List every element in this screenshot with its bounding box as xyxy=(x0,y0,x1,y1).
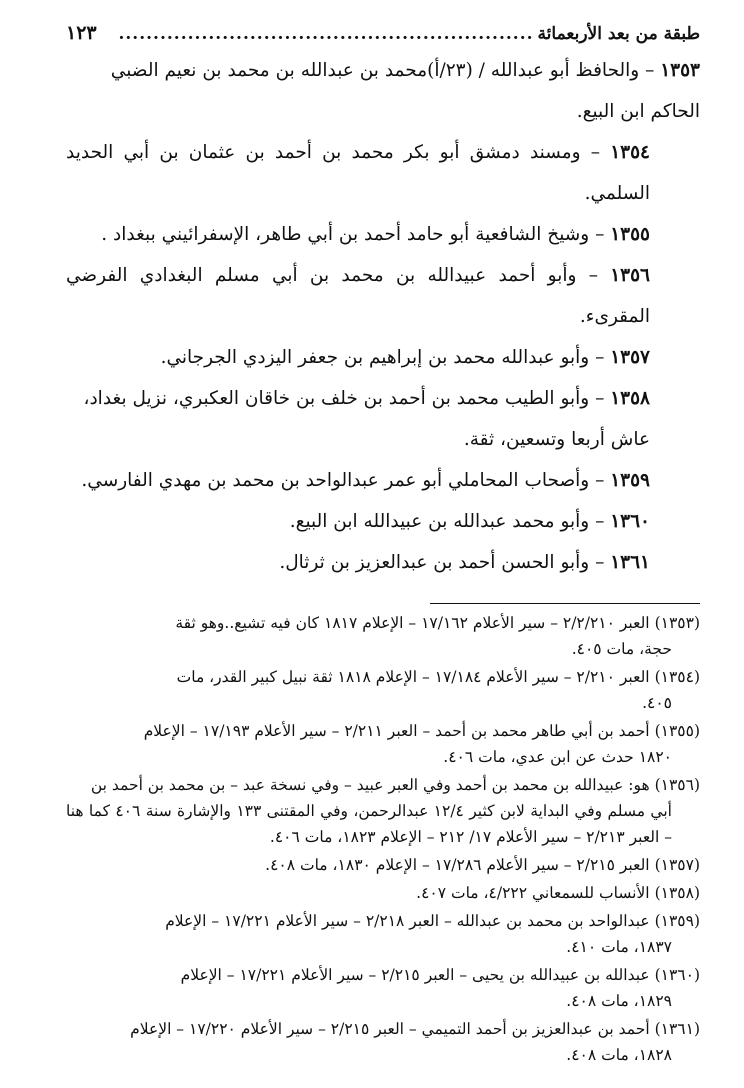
entry-1359 xyxy=(66,460,700,501)
footnote-text: الأنساب للسمعاني ٤/٢٢٢، مات ٤٠٧. xyxy=(416,884,650,902)
footnote-label: (١٣٥٧) xyxy=(654,856,700,874)
footnote-label: (١٣٥٩) xyxy=(654,912,700,930)
header-title: طبقة من بعد الأربعمائة xyxy=(537,24,700,44)
entry-number: ١٣٥٥ xyxy=(610,224,650,245)
footnote-1358 xyxy=(66,880,700,906)
entry-text: – وأبو أحمد عبيدالله بن محمد بن أبي مسلم البغدادي الفرضي المقرىء. xyxy=(66,265,650,327)
entry-1361 xyxy=(66,542,700,583)
footnote-continuation: ١٨٢٨، مات ٤٠٨. xyxy=(566,1046,672,1064)
entry-number: ١٣٥٣ xyxy=(660,60,700,81)
footnote-1356 xyxy=(66,772,700,850)
entry-1355 xyxy=(66,214,700,255)
footnote-label: (١٣٦٠) xyxy=(654,966,700,984)
footnote-text: أحمد بن أبي طاهر محمد بن أحمد – العبر ٢/٢١١ – سير الأعلام ١٧/١٩٣ – الإعلام xyxy=(143,722,650,740)
footnote-text: العبر ٢/٢١٥ – سير الأعلام ١٧/٢٨٦ – الإعلام ١٨٣٠، مات ٤٠٨. xyxy=(265,856,650,874)
footnote-text: عبدالله بن عبيدالله بن يحيى – العبر ٢/٢١٥ – سير الأعلام ١٧/٢٢١ – الإعلام xyxy=(180,966,650,984)
footnote-text: أحمد بن عبدالعزيز بن أحمد التميمي – العبر ٢/٢١٥ – سير الأعلام ١٧/٢٢٠ – الإعلام xyxy=(130,1020,650,1038)
entry-number: ١٣٥٩ xyxy=(610,470,650,491)
footnote-text: هو: عبيدالله بن محمد بن أحمد وفي العبر عبيد – وفي نسخة عبد – بن محمد بن أحمد بن xyxy=(90,776,650,794)
entry-number: ١٣٥٨ xyxy=(610,388,650,409)
footnotes xyxy=(66,610,700,1068)
entry-1358 xyxy=(66,378,700,460)
footnote-1355 xyxy=(66,718,700,770)
entry-text: – وأصحاب المحاملي أبو عمر عبدالواحد بن محمد بن مهدي الفارسي. xyxy=(81,470,605,491)
entry-number: ١٣٦١ xyxy=(610,552,650,573)
entry-1360 xyxy=(66,501,700,542)
footnote-continuation: ١٨٣٧، مات ٤١٠. xyxy=(566,938,672,956)
entry-text: – وشيخ الشافعية أبو حامد أحمد بن أبي طاهر، الإسفرائيني ببغداد . xyxy=(101,224,605,245)
entry-continuation: الحاكم ابن البيع. xyxy=(576,101,700,122)
footnote-continuation: ١٨٢٠ حدث عن ابن عدي، مات ٤٠٦. xyxy=(443,748,672,766)
entry-1353 xyxy=(66,50,700,132)
footnote-label: (١٣٥٤) xyxy=(654,668,700,686)
footnote-continuation: حجة، مات ٤٠٥. xyxy=(571,640,672,658)
entry-text: – وأبو محمد عبدالله بن عبيدالله ابن البيع. xyxy=(289,511,605,532)
footnote-continuation: ٤٠٥. xyxy=(642,694,672,712)
header-leader-dots: ............................................................ xyxy=(118,24,534,44)
footnote-1360 xyxy=(66,962,700,1014)
entry-number: ١٣٥٤ xyxy=(610,142,650,163)
footnote-separator xyxy=(430,603,700,604)
footnote-1359 xyxy=(66,908,700,960)
footnote-text: عبدالواحد بن محمد بن عبدالله – العبر ٢/٢١٨ – سير الأعلام ١٧/٢٢١ – الإعلام xyxy=(165,912,650,930)
footnote-text: العبر ٢/٢/٢١٠ – سير الأعلام ١٧/١٦٢ – الإعلام ١٨١٧ كان فيه تشيع..وهو ثقة xyxy=(175,614,650,632)
entry-text: – وأبو الطيب محمد بن أحمد بن خلف بن خاقان العكبري، نزيل بغداد، xyxy=(83,388,605,409)
entry-1357 xyxy=(66,337,700,378)
entry-number: ١٣٦٠ xyxy=(610,511,650,532)
footnote-1361 xyxy=(66,1016,700,1068)
entry-1354 xyxy=(66,132,700,214)
running-header xyxy=(66,20,700,48)
footnote-label: (١٣٥٥) xyxy=(654,722,700,740)
entry-text: – والحافظ أبو عبدالله / (٢٣/أ)محمد بن عبدالله بن محمد بن نعيم الضبي xyxy=(110,60,655,81)
entry-text: – وأبو عبدالله محمد بن إبراهيم بن جعفر اليزدي الجرجاني. xyxy=(160,347,605,368)
footnote-1353 xyxy=(66,610,700,662)
entry-text: – ومسند دمشق أبو بكر محمد بن أحمد بن عثمان بن أبي الحديد السلمي. xyxy=(66,142,650,204)
entry-number: ١٣٥٧ xyxy=(610,347,650,368)
footnote-label: (١٣٥٦) xyxy=(654,776,700,794)
entry-1356 xyxy=(66,255,700,337)
footnote-continuation: ١٨٢٩، مات ٤٠٨. xyxy=(566,992,672,1010)
footnote-1354 xyxy=(66,664,700,716)
page-number: ١٢٣ xyxy=(66,22,97,44)
entry-list xyxy=(66,50,700,583)
footnote-label: (١٣٦١) xyxy=(654,1020,700,1038)
footnote-1357 xyxy=(66,852,700,878)
entry-number: ١٣٥٦ xyxy=(610,265,650,286)
footnote-label: (١٣٥٣) xyxy=(654,614,700,632)
footnote-label: (١٣٥٨) xyxy=(654,884,700,902)
entry-continuation: عاش أربعا وتسعين، ثقة. xyxy=(463,429,650,450)
entry-text: – وأبو الحسن أحمد بن عبدالعزيز بن ثرثال. xyxy=(279,552,605,573)
footnote-continuation: أبي مسلم وفي البداية لابن كثير ١٢/٤ عبدالرحمن، وفي المقتنى ١٣٣ والإشارة سنة ٤٠٦ كما هنا – العبر ٢/٢١٣ – سير الأعلام ١٧/ ٢١٢ – الإعلام ١٨٢٣، مات ٤٠٦. xyxy=(66,802,672,846)
footnote-text: العبر ٢/٢١٠ – سير الأعلام ١٧/١٨٤ – الإعلام ١٨١٨ ثقة نبيل كبير القدر، مات xyxy=(176,668,650,686)
